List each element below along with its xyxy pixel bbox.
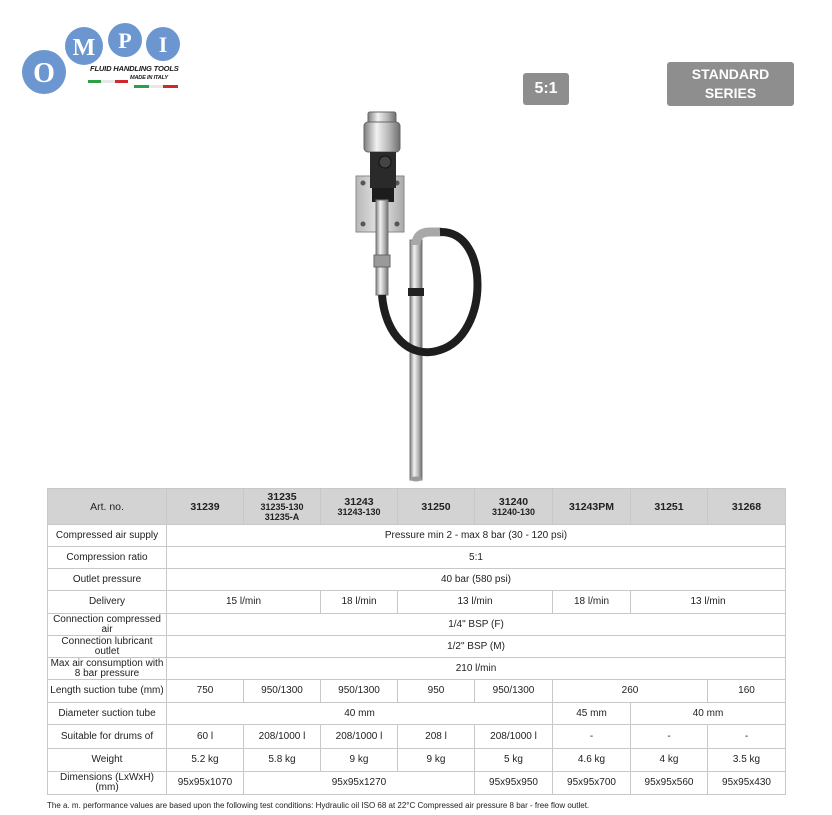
table-cell: 750 bbox=[167, 680, 244, 703]
article-number-header bbox=[398, 489, 475, 525]
footnote: The a. m. performance values are based upon the following test conditions: Hydraulic oil ISO 68 at 22°C Compressed air pressure 8 bar - free flow outlet. bbox=[47, 801, 590, 810]
table-cell: 9 kg bbox=[321, 749, 398, 772]
table-cell: 13 l/min bbox=[398, 591, 553, 614]
table-body bbox=[48, 525, 786, 795]
table-row bbox=[48, 591, 786, 614]
row-label: Dimensions (LxWxH) (mm) bbox=[48, 772, 167, 795]
article-number-header bbox=[244, 489, 321, 525]
table-row bbox=[48, 772, 786, 795]
table-cell: 18 l/min bbox=[553, 591, 631, 614]
table-cell: - bbox=[708, 725, 786, 749]
article-number: 31235-A bbox=[264, 511, 300, 522]
table-cell: 5 kg bbox=[475, 749, 553, 772]
table-cell: 95x95x560 bbox=[631, 772, 708, 795]
table-row bbox=[48, 725, 786, 749]
table-cell: 18 l/min bbox=[321, 591, 398, 614]
article-number: 31240-130 bbox=[491, 506, 536, 517]
table-header-row bbox=[48, 489, 786, 525]
table-cell: - bbox=[631, 725, 708, 749]
ompi-logo bbox=[22, 22, 192, 102]
logo-tagline: FLUID HANDLING TOOLS bbox=[90, 64, 179, 73]
table-cell: 950/1300 bbox=[244, 680, 321, 703]
article-number: 31243-130 bbox=[337, 506, 381, 517]
row-label: Diameter suction tube bbox=[48, 703, 167, 725]
table-row bbox=[48, 569, 786, 591]
spec-table bbox=[47, 488, 786, 795]
table-cell: 95x95x950 bbox=[475, 772, 553, 795]
series-badge bbox=[667, 62, 794, 106]
article-number-header bbox=[321, 489, 398, 525]
row-label: Suitable for drums of bbox=[48, 725, 167, 749]
table-cell: 13 l/min bbox=[631, 591, 786, 614]
table-cell: 1/2" BSP (M) bbox=[167, 636, 786, 658]
article-number-header bbox=[553, 489, 631, 525]
table-cell: 95x95x430 bbox=[708, 772, 786, 795]
table-cell: 40 mm bbox=[631, 703, 786, 725]
logo-subtagline: MADE IN ITALY bbox=[130, 75, 168, 81]
series-badge-line1: STANDARD bbox=[691, 66, 770, 82]
table-cell: 208/1000 l bbox=[321, 725, 398, 749]
table-row bbox=[48, 636, 786, 658]
row-label: Weight bbox=[48, 749, 167, 772]
table-cell: 40 mm bbox=[167, 703, 553, 725]
table-cell: 45 mm bbox=[553, 703, 631, 725]
table-row bbox=[48, 614, 786, 636]
table-cell: 9 kg bbox=[398, 749, 475, 772]
article-number-header bbox=[475, 489, 553, 525]
pump-image bbox=[330, 110, 510, 490]
row-label: Length suction tube (mm) bbox=[48, 680, 167, 703]
article-number-header bbox=[167, 489, 244, 525]
article-number: 31239 bbox=[190, 500, 220, 513]
table-cell: 208/1000 l bbox=[475, 725, 553, 749]
table-cell: 208/1000 l bbox=[244, 725, 321, 749]
row-label: Compression ratio bbox=[48, 547, 167, 569]
article-number: 31251 bbox=[654, 500, 684, 513]
table-cell: 40 bar (580 psi) bbox=[167, 569, 786, 591]
article-number: 31250 bbox=[421, 500, 451, 513]
italian-flag-stripe bbox=[134, 85, 178, 88]
series-badge-line2: SERIES bbox=[704, 85, 757, 101]
logo-letter: P bbox=[118, 28, 132, 53]
table-cell: 3.5 kg bbox=[708, 749, 786, 772]
table-row bbox=[48, 547, 786, 569]
table-row bbox=[48, 658, 786, 680]
table-cell: 260 bbox=[553, 680, 708, 703]
article-number: 31268 bbox=[731, 500, 762, 513]
italian-flag-stripe bbox=[88, 80, 128, 83]
table-cell: 60 l bbox=[167, 725, 244, 749]
table-cell: 4 kg bbox=[631, 749, 708, 772]
table-row bbox=[48, 749, 786, 772]
article-number: 31235-130 bbox=[260, 501, 304, 512]
table-cell: 950/1300 bbox=[321, 680, 398, 703]
article-number: 31240 bbox=[498, 495, 529, 508]
logo-letter: M bbox=[72, 35, 96, 61]
header-label-cell: Art. no. bbox=[48, 489, 167, 525]
table-cell: 5.2 kg bbox=[167, 749, 244, 772]
table-cell: 95x95x1270 bbox=[244, 772, 475, 795]
row-label: Connection lubricant outlet bbox=[48, 636, 167, 658]
table-cell: Pressure min 2 - max 8 bar (30 - 120 psi) bbox=[167, 525, 786, 547]
table-cell: - bbox=[553, 725, 631, 749]
logo-letter: I bbox=[158, 32, 168, 57]
table-cell: 95x95x1070 bbox=[167, 772, 244, 795]
table-cell: 950 bbox=[398, 680, 475, 703]
article-number-header bbox=[631, 489, 708, 525]
table-cell: 4.6 kg bbox=[553, 749, 631, 772]
table-cell: 5:1 bbox=[167, 547, 786, 569]
row-label: Delivery bbox=[48, 591, 167, 614]
table-cell: 15 l/min bbox=[167, 591, 321, 614]
table-row bbox=[48, 525, 786, 547]
table-cell: 208 l bbox=[398, 725, 475, 749]
row-label: Max air consumption with 8 bar pressure bbox=[48, 658, 167, 680]
row-label: Outlet pressure bbox=[48, 569, 167, 591]
table-row bbox=[48, 680, 786, 703]
table-cell: 5.8 kg bbox=[244, 749, 321, 772]
table-cell: 95x95x700 bbox=[553, 772, 631, 795]
article-number: 31235 bbox=[267, 490, 297, 503]
table-row bbox=[48, 703, 786, 725]
row-label: Compressed air supply bbox=[48, 525, 167, 547]
table-cell: 950/1300 bbox=[475, 680, 553, 703]
logo-letter: O bbox=[33, 58, 55, 89]
article-number-header bbox=[708, 489, 786, 525]
table-cell: 1/4" BSP (F) bbox=[167, 614, 786, 636]
article-number: 31243PM bbox=[569, 500, 614, 513]
article-number: 31243 bbox=[344, 495, 374, 508]
table-cell: 160 bbox=[708, 680, 786, 703]
row-label: Connection compressed air bbox=[48, 614, 167, 636]
ratio-badge: 5:1 bbox=[523, 73, 569, 105]
table-cell: 210 l/min bbox=[167, 658, 786, 680]
